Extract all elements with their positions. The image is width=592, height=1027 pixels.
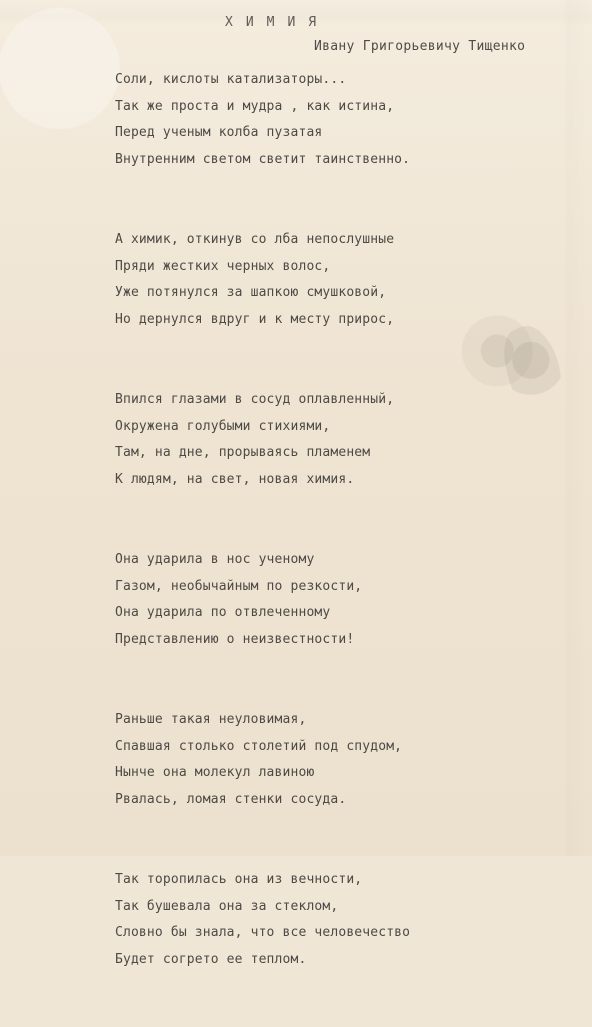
poem-line: Так торопилась она из вечности, — [115, 872, 363, 887]
poem-line: Нынче она молекул лавиною — [115, 765, 315, 780]
poem-body — [115, 67, 545, 1027]
poem-line: Представлению о неизвестности! — [115, 631, 355, 647]
poem-line: Уже потянулся за шапкою смушковой, — [115, 285, 387, 300]
poem-line: Но дернулся вдруг и к месту прирос, — [115, 311, 395, 327]
poem-line: Так бушевала она за стеклом, — [115, 898, 339, 914]
poem-line: Словно бы знала, что все человечество — [115, 925, 411, 940]
poem-line: А химик, откинув со лба непослушные — [115, 232, 395, 247]
dedication-line: Ивану Григорьевичу Тищенко — [314, 39, 526, 54]
poem-line: Там, на дне, прорываясь пламенем — [115, 445, 371, 460]
poem-line: К людям, на свет, новая химия. — [115, 471, 355, 487]
poem-line: Пряди жестких черных волос, — [115, 258, 331, 274]
poem-title: ХИМИЯ — [225, 15, 330, 30]
poem-line: Так же проста и мудра , как истина, — [115, 98, 395, 114]
poem-line: Соли, кислоты катализаторы... — [115, 72, 347, 87]
poem-line: Спавшая столько столетий под спудом, — [115, 738, 403, 754]
poem-line: Впился глазами в сосуд оплавленный, — [115, 392, 395, 407]
poem-line: Перед ученым колба пузатая — [115, 125, 323, 140]
poem-line: Будет согрето ее теплом. — [115, 951, 307, 967]
poem-line: Раньше такая неуловимая, — [115, 712, 307, 727]
poem-line: Газом, необычайным по резкости, — [115, 578, 363, 594]
poem-line: Внутренним светом светит таинственно. — [115, 151, 411, 167]
stanza-6 — [115, 867, 545, 973]
stanza-3 — [115, 387, 545, 493]
poem-line: Она ударила по отвлеченному — [115, 605, 331, 620]
stanza-1 — [115, 67, 545, 173]
stanza-2 — [115, 227, 545, 333]
stanza-4 — [115, 547, 545, 653]
stanza-5 — [115, 707, 545, 813]
poem-line: Рвалась, ломая стенки сосуда. — [115, 791, 347, 807]
poem-line: Окружена голубыми стихиями, — [115, 418, 331, 434]
poem-line: Она ударила в нос ученому — [115, 552, 315, 567]
